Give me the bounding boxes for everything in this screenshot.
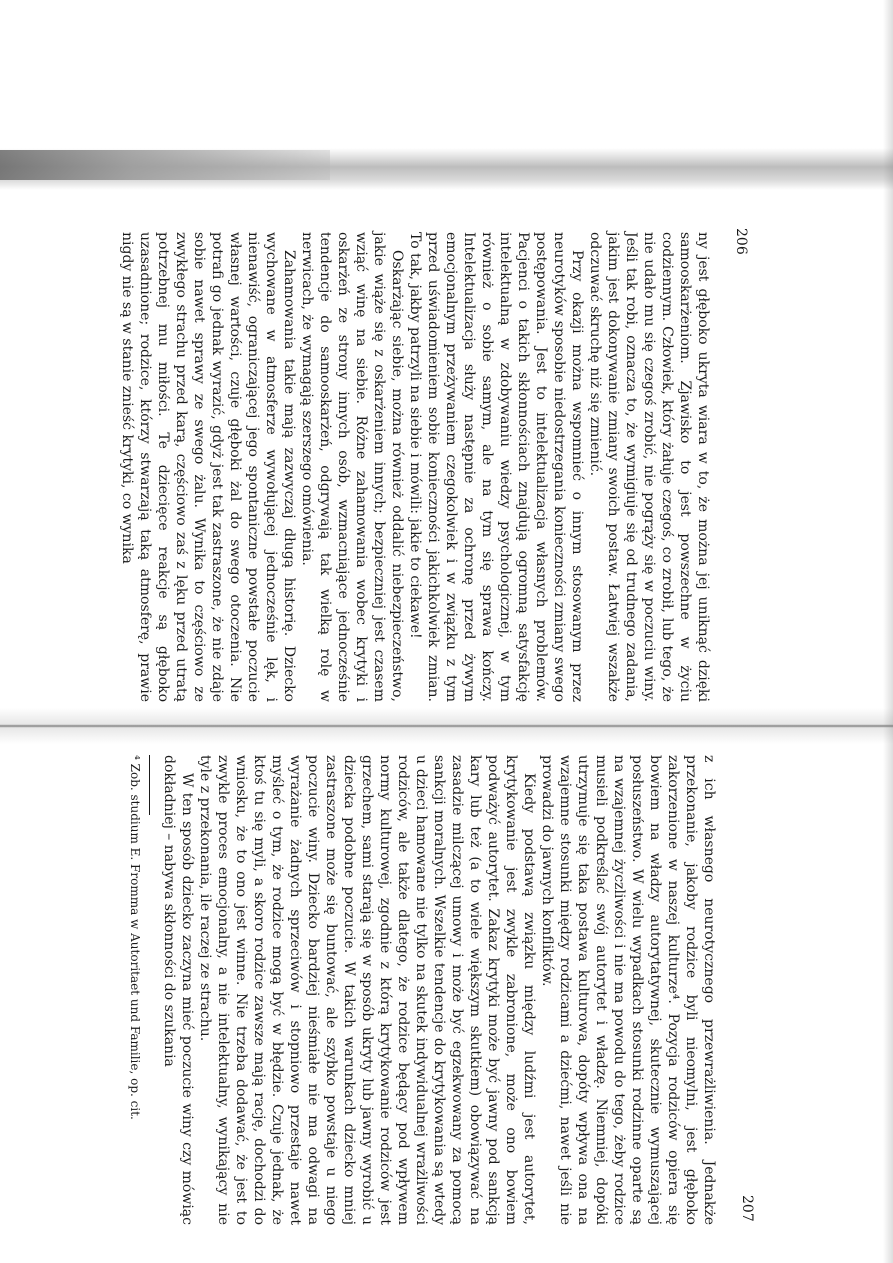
- paragraph: z ich własnego neurotycznego przewrażliwienia. Jednakże przekonanie, jakoby rodzice byli nieomylni, jest głęboko zakorzenione w naszej kulturze⁴. Pozycja rodziców opiera się bowiem na władzy autorytatywnej, skutecznie wymuszającej posłuszeństwo. W wielu wypadkach stosunki rodzinne oparte są na wzajemnej życzliwości i nie ma powodu do tego, żeby rodzice musieli podkreślać swój autorytet i władzę. Niemniej, dopóki utrzymuje się taka postawa kulturowa, dopóty wpływa ona na wzajemne stosunki między rodzicami a dziećmi, nawet jeśli nie prowadzi do jawnych konfliktów.: [539, 755, 717, 1225]
- page-number: 206: [733, 228, 749, 255]
- page-number: 207: [739, 1195, 755, 1222]
- scan-edge-shadow: [883, 0, 893, 1263]
- paragraph: ny jest głęboko ukryta wiara w to, że można jej uniknąć dzięki samooskarżeniom. Zjawisko to jest powszechne w życiu codziennym. Człowiek, który żałuje czegoś, co zrobił, lub tego, że nie udało mu się czegoś zrobić, nie pogrąży się w poczuciu winy. Jeśli tak robi, oznacza to, że wymigiuje się od trudnego zadania, jakim jest dokonywanie zmiany swoich postaw. Łatwiej wszakże odczuwać skruchę niż się zmienić.: [587, 232, 711, 702]
- paragraph: W ten sposób dziecko zaczyna mieć poczucie winy czy mówiąc dokładniej – nabywa skłonności do szukania: [161, 755, 195, 1225]
- footnote: ⁴ Zob. studium E. Fromma w Autoritaet und Familie, op. cit.: [128, 755, 142, 1120]
- page-206: [119, 228, 749, 702]
- book-gutter-line: [0, 708, 893, 744]
- paragraph: Oskarżając siebie, można również oddalić niebezpieczeństwo, jakie wiąże się z oskarżeniem innych; bezpieczniej jest czasem wziąć winę na siebie. Różne zahamowania wobec krytyki i oskarżeń ze strony innych osób, wzmacniające jednocześnie tendencje do samooskarżeń, odgrywają tak wielką rolę w nerwicach, że wymagają szerszego omówienia.: [299, 232, 405, 702]
- scan-binding-shadow: [0, 150, 330, 180]
- footnote-rule: [149, 755, 150, 815]
- page-207: [128, 755, 755, 1225]
- paragraph: Kiedy podstawą związku między ludźmi jest autorytet, krytykowanie jest zwykle zabronione, może ono bowiem podważyć autorytet. Zakaz krytyki może być jawny pod sankcją kary lub też (a to wiele większym skutkiem) obowiązywać na zasadzie milczącej umowy i może być egzekwowany za pomocą sankcji moralnych. Wszelkie tendencje do krytykowania są wtedy u dzieci hamowane nie tylko na skutek indywidualnej wrażliwości rodziców, ale także dlatego, że rodzice będący pod wpływem normy kulturowej, zgodnie z którą krytykowanie rodziców jest grzechem, sami starają się w sposób ukryty lub jawny wyrobić u dziecka podobne poczucie. W takich warunkach dziecko mniej zastraszone może się buntować, ale szybko powstaje u niego poczucie winy. Dziecko bardziej nieśmiałe nie ma odwagi na wyrażanie żadnych sprzeciwów i stopniowo przestaje nawet myśleć o tym, że rodzice mogą być w błędzie. Czuje jednak, że ktoś tu się myli, a skoro rodzice zawsze mają rację, dochodzi do wniosku, że to ono jest winne. Nie trzeba dodawać, że jest to zwykle proces emocjonalny, a nie intelektualny, wynikający nie tyle z przekonania, ile raczej ze strachu.: [197, 755, 537, 1225]
- paragraph: Zahamowania takie mają zazwyczaj długą historię. Dziecko wychowane w atmosferze wywołującej jednocześnie lęk, i nienawiść, ograniczającej jego spontaniczne powstałe poczucie własnej wartości, czuje głęboki żal do swego otoczenia. Nie potrafi go jednak wyrazić, gdyż jest tak zastraszone, że nie zdaje sobie nawet sprawy ze swego żalu. Wynika to częściowo ze zwykłego strachu przed karą, częściowo zaś z lęku przed utratą potrzebnej mu miłości. Te dziecięce reakcje są głęboko uzasadnione; rodzice, którzy stwarzają taką atmosferę, prawie nigdy nie są w stanie znieść krytyki, co wynika: [119, 232, 297, 702]
- paragraph: Przy okazji można wspomnieć o innym stosowanym przez neurotyków sposobie niedostrzegania konieczności zmiany swego postępowania. Jest to intelektualizacja własnych problemów. Pacjenci o takich skłonnościach znajdują ogromną satysfakcję intelektualną w zdobywaniu wiedzy psychologicznej, w tym również o sobie samym, ale na tym się sprawa kończy. Intelektualizacja służy następnie za ochronę przed żywym emocjonalnym przeżywaniem czegokolwiek i w związku z tym przed uświadomieniem sobie konieczności jakichkolwiek zmian. To tak, jakby patrzyli na siebie i mówili: jakie to ciekawe!: [407, 232, 585, 702]
